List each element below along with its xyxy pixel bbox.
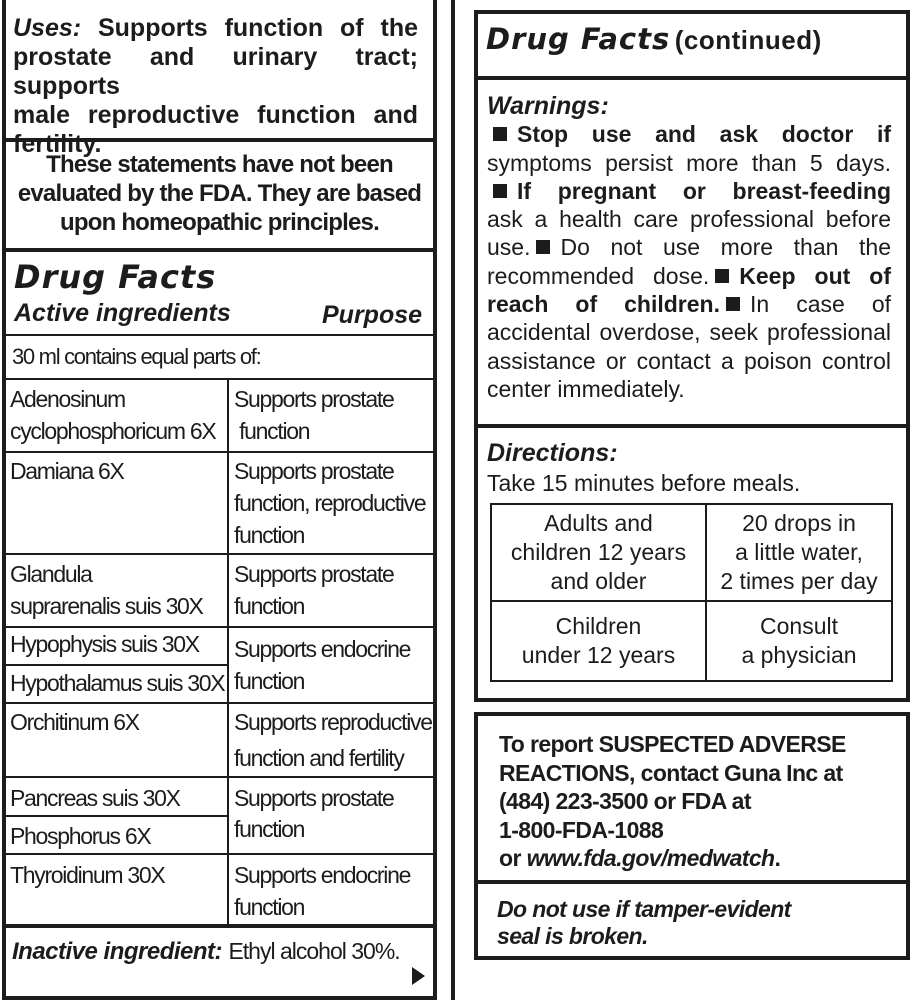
ingredient-purpose: Supports prostate xyxy=(234,458,394,484)
drug-facts-title: Drug Facts xyxy=(14,258,217,296)
medwatch-link[interactable]: www.fda.gov/medwatch xyxy=(526,845,775,871)
active-ingredients-header: Active ingredients xyxy=(14,299,231,327)
bullet-icon xyxy=(536,240,550,254)
directions-text: Take 15 minutes before meals. xyxy=(487,470,801,496)
bullet-icon xyxy=(726,297,740,311)
uses-text: Uses: Supports function of the prostate and urinary tract; supports male reproductive function and fertility. xyxy=(13,14,419,158)
uses-label: Uses: xyxy=(13,14,82,42)
title-rule xyxy=(474,76,910,80)
bullet-icon xyxy=(715,269,729,283)
directions-row xyxy=(491,601,892,681)
ingredient-purpose: function xyxy=(234,593,305,619)
ingredient-purpose: function xyxy=(234,522,305,548)
directions-label: Directions: xyxy=(487,439,618,467)
ingredient-purpose: Supports endocrine xyxy=(234,862,411,888)
bullet-icon xyxy=(493,127,507,141)
directions-row xyxy=(491,504,892,601)
ingredient-name: Glandula xyxy=(10,561,92,587)
continue-arrow-icon xyxy=(412,967,425,985)
warnings-label: Warnings: xyxy=(487,92,609,120)
ingredient-name: Pancreas suis 30X xyxy=(10,785,180,811)
directions-table xyxy=(490,503,893,682)
ingredient-name: cyclophosphoricum 6X xyxy=(10,418,216,444)
warnings-section: Warnings: Stop use and ask doctor if symptoms persist more than 5 days. If pregnant or breast-feeding ask a health care professional before use. Do not use more than the recommended dose. Keep out of reach of children. In case of accidental overdose, seek professional assistance or contact a poison control center immediately. xyxy=(487,92,891,402)
ingredient-purpose: Supports prostate xyxy=(234,386,394,412)
ingredient-purpose: Supports endocrine xyxy=(234,636,411,662)
drug-facts-continued-header xyxy=(486,20,822,58)
contains-text: 30 ml contains equal parts of: xyxy=(12,344,261,369)
ingredient-purpose: function xyxy=(234,418,310,444)
ingredient-name: Adenosinum xyxy=(10,386,125,412)
ingredient-name: Phosphorus 6X xyxy=(10,823,151,849)
ingredient-name: Hypothalamus suis 30X xyxy=(10,670,225,696)
ingredient-purpose: function xyxy=(234,668,305,694)
directions-age-cell: Children under 12 years xyxy=(491,601,706,681)
ingredient-purpose: function and fertility xyxy=(234,745,404,771)
inactive-value: Ethyl alcohol 30%. xyxy=(228,938,400,964)
ingredient-name: Thyroidinum 30X xyxy=(10,862,165,888)
report-rule xyxy=(474,880,910,884)
tamper-warning: Do not use if tamper-evident seal is broken. xyxy=(497,896,791,949)
column-divider xyxy=(451,0,455,1000)
inactive-ingredient xyxy=(12,936,400,967)
directions-dose-cell: Consult a physician xyxy=(706,601,892,681)
directions-dose-cell: 20 drops in a little water, 2 times per day xyxy=(706,504,892,601)
ingredient-name: suprarenalis suis 30X xyxy=(10,593,203,619)
header-rule xyxy=(2,334,437,336)
ingredient-purpose: Supports prostate xyxy=(234,561,394,587)
ingredient-purpose: function xyxy=(234,894,305,920)
drug-facts-title-right: Drug Facts xyxy=(486,22,671,56)
ingredient-purpose: Supports reproductive xyxy=(234,709,432,735)
warnings-rule xyxy=(474,424,910,428)
continued-label: (continued) xyxy=(674,25,822,55)
inactive-label: Inactive ingredient: xyxy=(12,938,223,965)
ingredient-name: Damiana 6X xyxy=(10,458,124,484)
bullet-icon xyxy=(493,184,507,198)
purpose-header: Purpose xyxy=(322,301,423,329)
adverse-report-text: To report SUSPECTED ADVERSE REACTIONS, contact Guna Inc at (484) 223-3500 or FDA at 1-800-FDA-1088 or www.fda.gov/medwatch. xyxy=(499,731,846,871)
ingredient-purpose: function xyxy=(234,816,305,842)
directions-age-cell: Adults and children 12 years and older xyxy=(491,504,706,601)
ingredient-name: Hypophysis suis 30X xyxy=(10,631,199,657)
fda-statement: These statements have not been evaluated by the FDA. They are based upon homeopathic principles. xyxy=(17,151,422,236)
ingredient-purpose: Supports prostate xyxy=(234,785,394,811)
ingredient-name: Orchitinum 6X xyxy=(10,709,139,735)
ingredient-purpose: function, reproductive xyxy=(234,490,426,516)
